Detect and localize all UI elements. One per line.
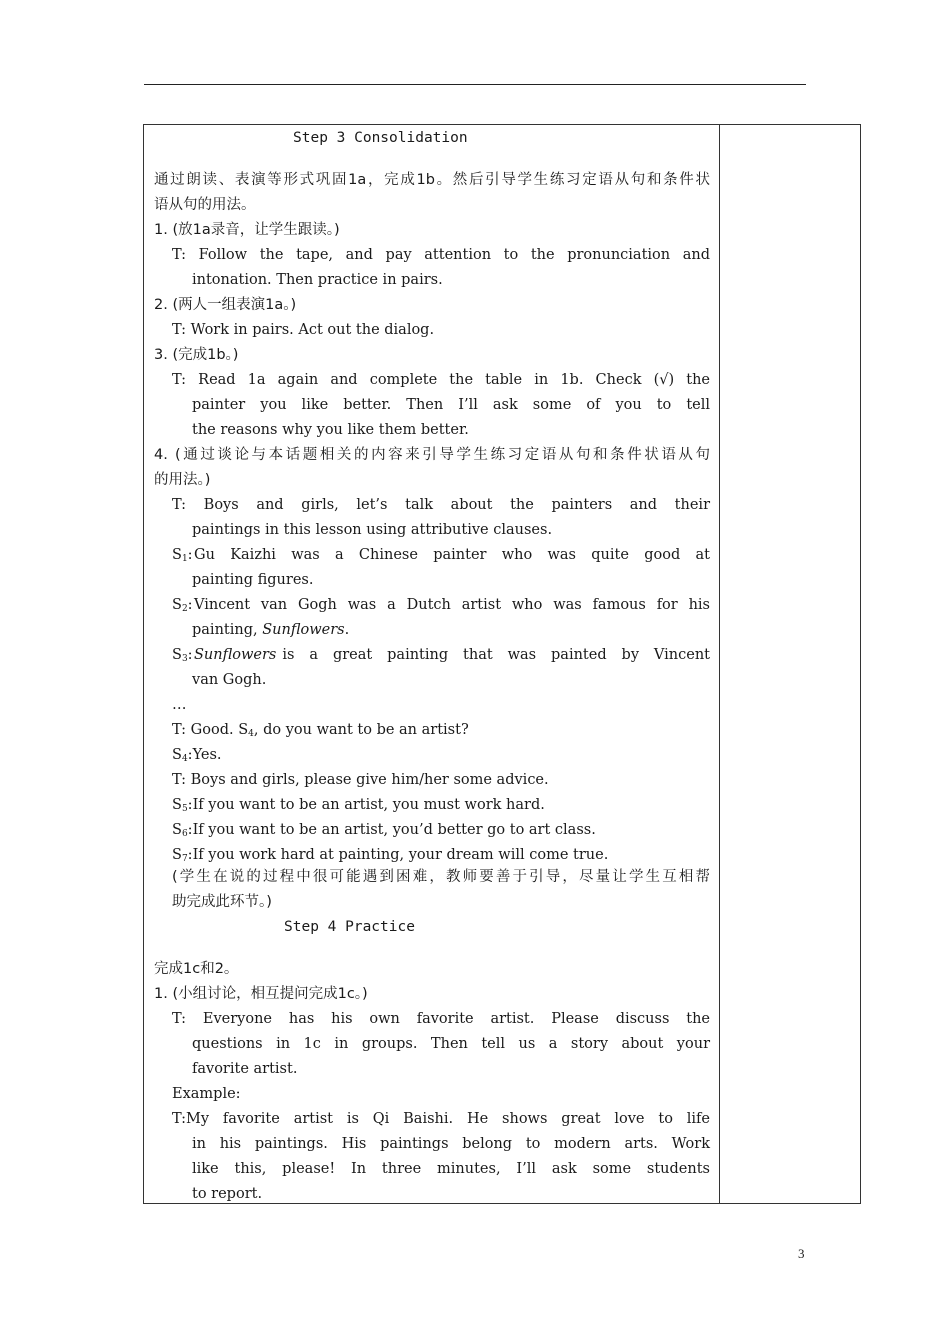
step4-title: Step 4 Practice [284,919,415,935]
step3-intro-2: 语从句的用法。 [154,197,256,213]
header-rule [144,84,806,85]
speaker-label: S [172,647,182,663]
step4-item1-t-1: T: Everyone has his own favorite artist. Please discuss the [172,1011,710,1027]
step3-item3-t-3: the reasons why you like them better. [192,422,469,438]
step4-item1-t-3: favorite artist. [192,1061,298,1077]
example-t-4: to report. [192,1186,263,1202]
s2-title-italic: Sunflowers [262,622,345,638]
speaker-number: 3 [181,654,188,664]
s1-text-1 [194,543,710,568]
s2-text-line: Vincent van Gogh was a Dutch artist who was famous for his [194,597,710,613]
step3-item4-t-1: T: Boys and girls, let’s talk about the painters and their [172,497,710,513]
teacher-note-2: 助完成此环节。) [172,894,272,910]
s4-text: Yes. [192,747,222,763]
s1-text-2: painting figures. [192,572,314,588]
column-divider [719,125,720,1203]
speaker-label: S [172,822,182,838]
step3-title: Step 3 Consolidation [293,130,468,146]
step3-item1: 1. (放1a录音，让学生跟读。) [154,222,340,238]
step4-item1-t-2: questions in 1c in groups. Then tell us a story about your [192,1036,710,1052]
speaker-label: S [172,847,182,863]
s3-text-rest: is a great painting that was painted by Vincent [282,647,710,663]
s2-text-2 [192,618,349,643]
student-s1-line: $S_1$: [172,547,193,564]
step3-item3-t-2: painter you like better. Then I’ll ask some of you to tell [192,397,710,413]
s2-text-c: . [344,622,350,638]
s6-text: If you want to be an artist, you’d better go to art class. [192,822,596,838]
teacher-good-line [172,718,469,743]
step3-item1-t-2: intonation. Then practice in pairs. [192,272,443,288]
speaker-number: 6 [181,829,188,839]
speaker-number: 2 [181,604,188,614]
ellipsis: … [172,697,187,713]
step3-item3: 3. (完成1b。) [154,347,239,363]
lesson-table [143,124,861,1204]
student-s3-line: $S_3$: [172,647,193,664]
speaker-label: S [172,597,182,613]
s3-text-2: van Gogh. [192,672,267,688]
speaker-label: S [172,747,182,763]
s5-text: If you want to be an artist, you must work hard. [192,797,545,813]
s3-title-italic: Sunflowers [194,647,277,663]
step3-item1-t-1: T: Follow the tape, and pay attention to the pronunciation and [172,247,710,263]
step4-item1: 1. (小组讨论，相互提问完成1c。) [154,986,368,1002]
student-s5-line: $S_5:If$ you want to be an artist, you must work hard. [172,797,545,814]
teacher-note-1: (学生在说的过程中很可能遇到困难，教师要善于引导，尽量让学生互相帮 [172,869,710,885]
step3-item3-t-1: T: Read 1a again and complete the table in 1b. Check (√) the [172,372,710,388]
step3-item4-1: 4. (通过谈论与本话题相关的内容来引导学生练习定语从句和条件状语从句 [154,447,710,463]
example-t-2: in his paintings. His paintings belong to modern arts. Work [192,1136,710,1152]
student-s2-line: $S_2$: [172,597,193,614]
step3-item4-t-2: paintings in this lesson using attributive clauses. [192,522,553,538]
speaker-number: 4 [181,754,188,764]
step4-intro: 完成1c和2。 [154,961,239,977]
speaker-number: 4 [248,729,254,739]
s3-text-row [194,643,710,668]
s3-text-1 [194,643,710,668]
example-t-3: like this, please! In three minutes, I’ll ask some students [192,1161,710,1177]
teacher-advice-line: T: Boys and girls, please give him/her some advice. [172,772,549,788]
speaker-label: S [172,547,182,563]
step3-item2: 2. (两人一组表演1a。) [154,297,297,313]
speaker-number: 7 [181,854,188,864]
s7-text: If you work hard at painting, your dream will come true. [192,847,609,863]
example-t-1: T:My favorite artist is Qi Baishi. He shows great love to life [172,1111,710,1127]
teacher-good-b: , do you want to be an artist? [253,722,469,738]
student-s4-line: $S_4:Yes$. [172,747,222,764]
teacher-good-a: T: Good. S [172,722,249,738]
s2-text-a: painting, [192,622,263,638]
page-number: 3 [798,1246,805,1261]
speaker-number: 1 [181,554,188,564]
student-s7-line: $S_7:If$ you work hard at painting, your dream will come true. [172,847,609,864]
lesson-content-cell [144,125,719,1203]
step3-item4-2: 的用法。) [154,472,211,488]
speaker-number: 5 [181,804,188,814]
s2-text-1 [194,593,710,618]
student-s6-line: $S_6:If$ you want to be an artist, you’d better go to art class. [172,822,596,839]
example-label: Example: [172,1086,241,1102]
speaker-label: S [172,797,182,813]
s1-text-line: Gu Kaizhi was a Chinese painter who was quite good at [194,547,710,563]
step3-item2-t: T: Work in pairs. Act out the dialog. [172,322,435,338]
step3-intro-1: 通过朗读、表演等形式巩固1a，完成1b。然后引导学生练习定语从句和条件状 [154,172,710,188]
